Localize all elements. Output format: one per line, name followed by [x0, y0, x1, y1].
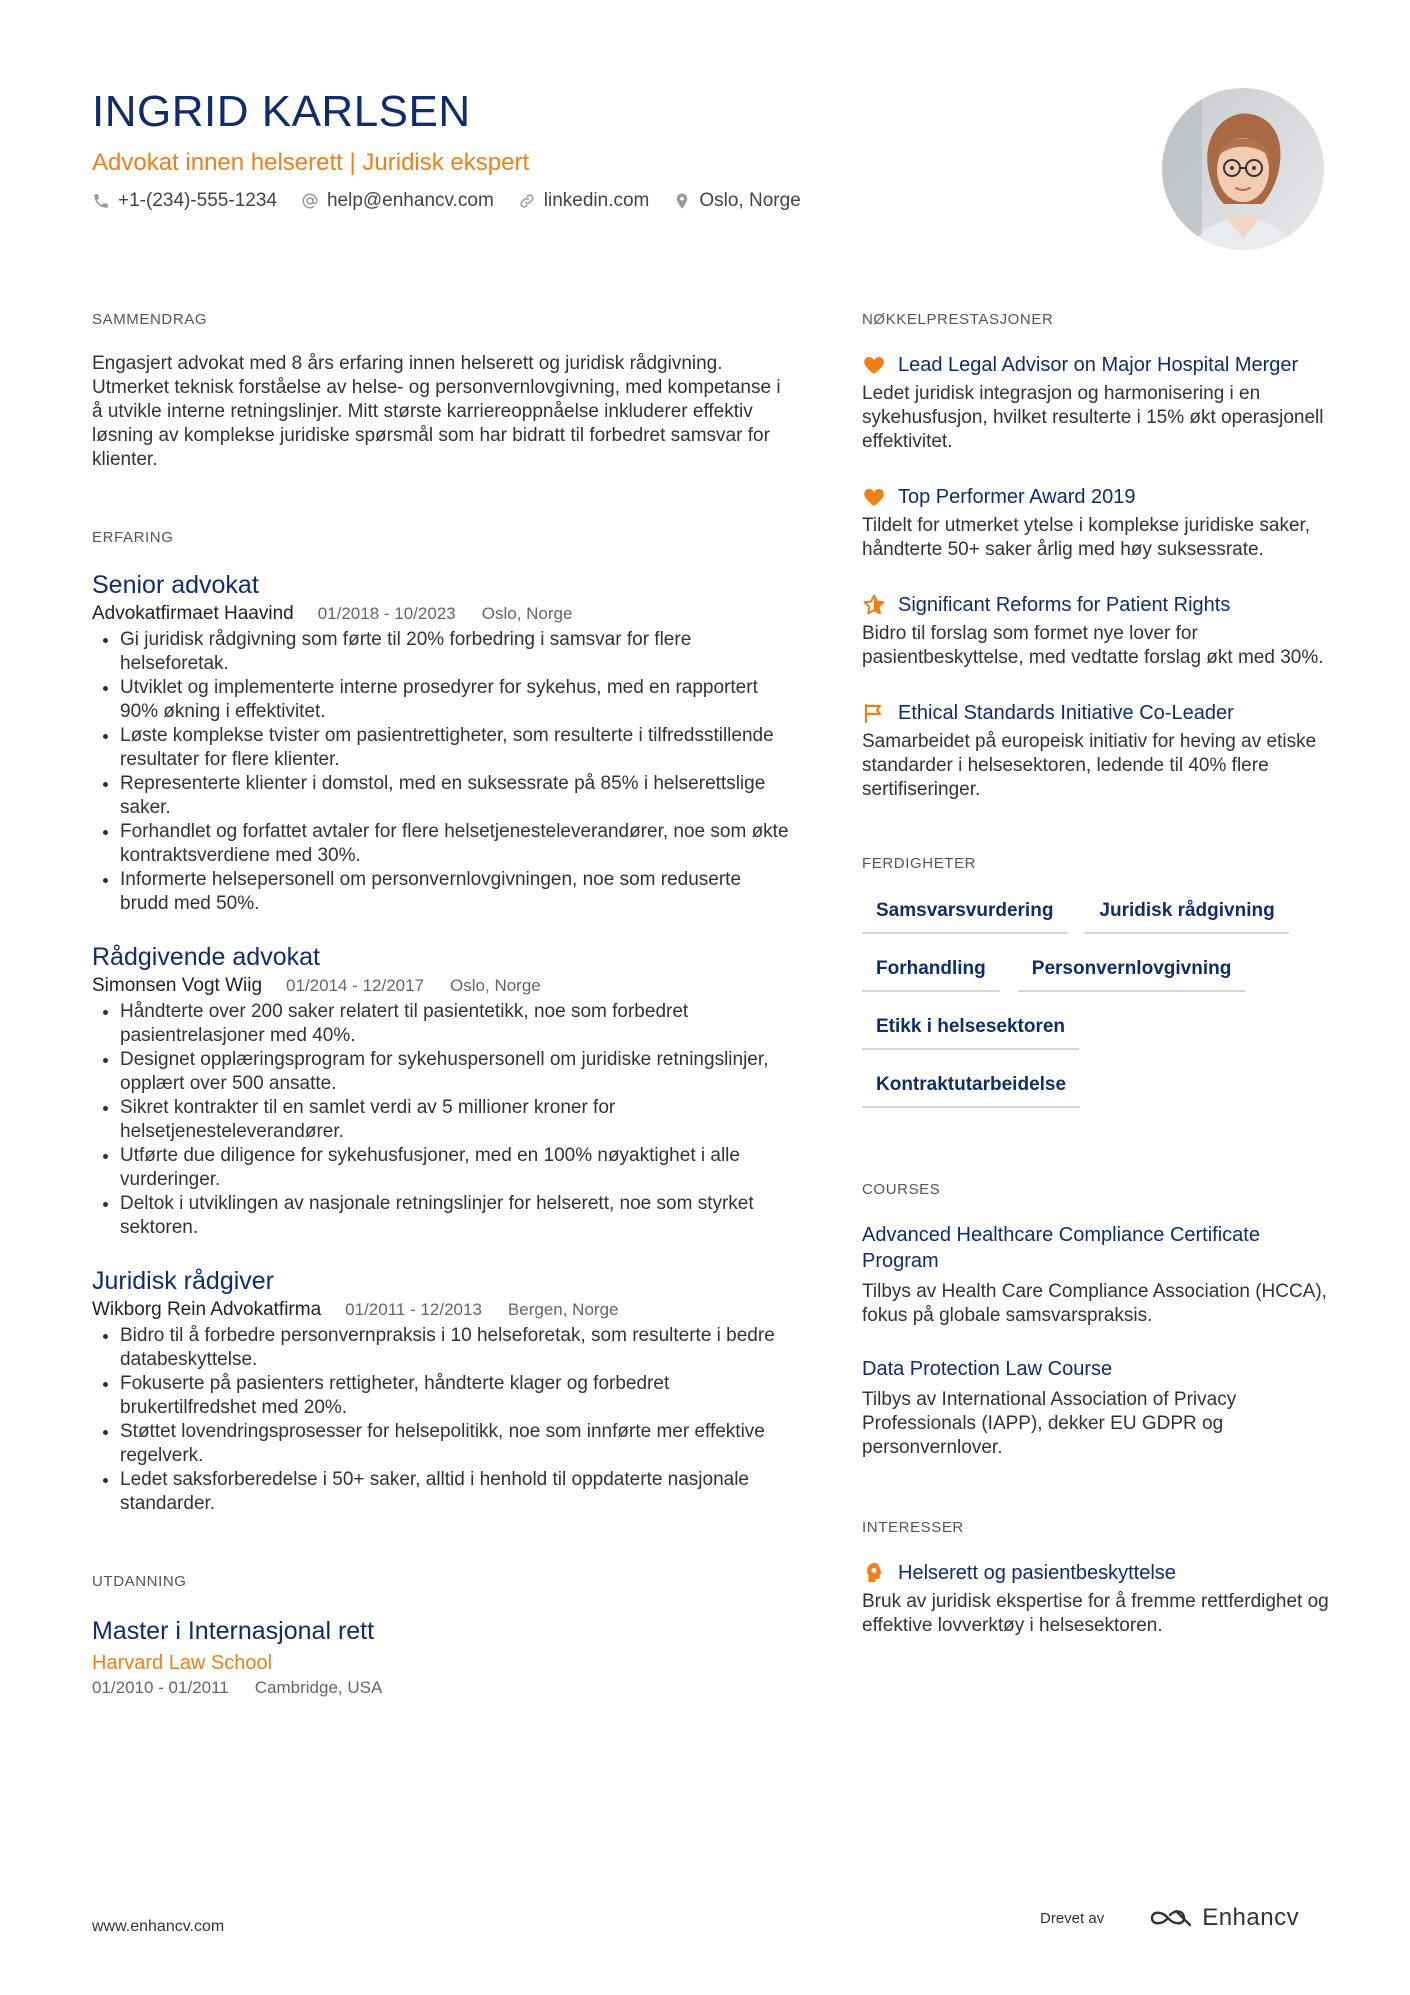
job-entry	[92, 942, 792, 1240]
skill-tag: Kontraktutarbeidelse	[862, 1070, 1080, 1108]
heart-icon	[862, 485, 886, 509]
contact-row	[92, 188, 1142, 214]
job-bullet: • Designet opplæringsprogram for sykehuspersonell om juridiske retningslinjer, opplært over 500 ansatte.	[120, 1048, 792, 1096]
achievement-item	[862, 700, 1332, 802]
edu-meta	[92, 1676, 792, 1700]
skill-tag: Personvernlovgivning	[1018, 954, 1246, 992]
job-bullet: • Utførte due diligence for sykehusfusjoner, med en 100% nøyaktighet i alle vurderinger.	[120, 1144, 792, 1192]
achievement-item	[862, 352, 1332, 454]
job-title: Juridisk rådgiver	[92, 1267, 275, 1295]
achievement-desc: Bidro til forslag som formet nye lover for pasientbeskyttelse, med vedtatte forslag økt med 30%.	[862, 623, 1324, 668]
job-bullet: • Sikret kontrakter til en samlet verdi av 5 millioner kroner for helsetjenesteleverandører.	[120, 1096, 792, 1144]
job-dates: 01/2011 - 12/2013	[345, 1300, 482, 1319]
summary-text: Engasjert advokat med 8 års erfaring innen helserett og juridisk rådgivning. Utmerket teknisk forståelse av helse- og personvernlovgivning, med kompetanse i å utvikle interne retningslinjer. Mitt største karriereoppnåelse inkluderer effektiv løsning av komplekse juridiske spørsmål som har bidratt til forbedret samsvar for klienter.	[92, 353, 781, 470]
achievement-desc: Ledet juridisk integrasjon og harmonisering i en sykehusfusjon, hvilket resulterte i 15% økt operasjonell effektivitet.	[862, 383, 1324, 452]
star-icon	[862, 593, 886, 617]
experience-title: ERFARING	[92, 529, 174, 546]
interests-section	[862, 1518, 1332, 1638]
achievement-item	[862, 484, 1332, 562]
courses-title: COURSES	[862, 1181, 941, 1198]
skills-title: FERDIGHETER	[862, 855, 977, 872]
contact-email[interactable]	[301, 188, 494, 214]
phone-text: +1-(234)-555-1234	[118, 190, 277, 211]
job-company: Advokatfirmaet Haavind	[92, 603, 294, 624]
linkedin-text: linkedin.com	[543, 190, 650, 211]
candidate-subtitle: Advokat innen helserett | Juridisk ekspert	[92, 149, 530, 176]
job-meta	[92, 602, 792, 626]
job-dates: 01/2014 - 12/2017	[286, 976, 425, 995]
skill-tag: Juridisk rådgivning	[1085, 896, 1288, 934]
location-text: Oslo, Norge	[699, 190, 801, 211]
job-bullets	[92, 1324, 792, 1516]
flag-icon	[862, 701, 886, 725]
job-bullet: • Utviklet og implementerte interne prosedyrer for sykehus, med en rapportert 90% økning i effektivitet.	[120, 676, 792, 724]
job-meta	[92, 974, 792, 998]
job-entry	[92, 570, 792, 916]
job-bullet: • Deltok i utviklingen av nasjonale retningslinjer for helserett, noe som styrket sektoren.	[120, 1192, 792, 1240]
brand-name: Enhancv	[1202, 1904, 1300, 1931]
education-section	[92, 1572, 792, 1700]
job-bullets	[92, 628, 792, 916]
achievements-list	[862, 352, 1332, 802]
job-bullet: • Håndterte over 200 saker relatert til pasientetikk, noe som forbedret pasientrelasjoner med 40%.	[120, 1000, 792, 1048]
link-icon	[518, 192, 536, 210]
candidate-name: INGRID KARLSEN	[92, 87, 471, 136]
job-bullet: • Ledet saksforberedelse i 50+ saker, alltid i henhold til oppdaterte nasjonale standarder.	[120, 1468, 792, 1516]
powered-by-text: Drevet av	[1040, 1909, 1105, 1927]
job-entry	[92, 1266, 792, 1516]
achievement-desc: Samarbeidet på europeisk initiativ for heving av etiske standarder i helsesektoren, ledende til 40% flere sertifiseringer.	[862, 731, 1317, 800]
course-desc: Tilbys av Health Care Compliance Association (HCCA), fokus på globale samsvarspraksis.	[862, 1281, 1327, 1326]
achievements-title: NØKKELPRESTASJONER	[862, 311, 1054, 328]
job-bullet: • Løste komplekse tvister om pasientrettigheter, som resulterte i tilfredsstillende resultater for flere klienter.	[120, 724, 792, 772]
skill-tag: Forhandling	[862, 954, 1000, 992]
course-item	[862, 1222, 1332, 1328]
edu-location: Cambridge, USA	[254, 1678, 383, 1697]
summary-section	[92, 310, 792, 472]
job-title: Senior advokat	[92, 571, 259, 599]
at-icon	[301, 192, 319, 210]
skill-tag: Etikk i helsesektoren	[862, 1012, 1079, 1050]
interest-title: Helserett og pasientbeskyttelse	[898, 1562, 1176, 1584]
job-bullet: • Fokuserte på pasienters rettigheter, håndterte klager og forbedret brukertilfredshet med 20%.	[120, 1372, 792, 1420]
achievement-title: Top Performer Award 2019	[898, 486, 1136, 508]
location-pin-icon	[673, 192, 691, 210]
interest-item	[862, 1560, 1332, 1638]
achievement-item	[862, 592, 1332, 670]
courses-section	[862, 1180, 1332, 1460]
achievement-desc: Tildelt for utmerket ytelse i komplekse juridiske saker, håndterte 50+ saker årlig med høy suksessrate.	[862, 515, 1311, 560]
course-title: Advanced Healthcare Compliance Certificate Program	[862, 1224, 1260, 1272]
job-bullet: • Støttet lovendringsprosesser for helsepolitikk, noe som innførte mer effektive regelverk.	[120, 1420, 792, 1468]
heart-icon	[862, 353, 886, 377]
course-desc: Tilbys av International Association of Privacy Professionals (IAPP), dekker EU GDPR og personvernlover.	[862, 1389, 1237, 1458]
phone-icon	[92, 192, 110, 210]
achievement-title: Significant Reforms for Patient Rights	[898, 594, 1231, 616]
job-bullet: • Forhandlet og forfattet avtaler for flere helsetjenesteleverandører, noe som økte kontraktsverdiene med 30%.	[120, 820, 792, 868]
job-bullet: • Bidro til å forbedre personvernpraksis i 10 helseforetak, som resulterte i bedre databeskyttelse.	[120, 1324, 792, 1372]
job-bullet: • Gi juridisk rådgivning som førte til 20% forbedring i samsvar for flere helseforetak.	[120, 628, 792, 676]
summary-title: SAMMENDRAG	[92, 311, 208, 328]
job-company: Simonsen Vogt Wiig	[92, 975, 263, 996]
skills-list	[862, 896, 1332, 1128]
skills-section	[862, 854, 1332, 1128]
course-item	[862, 1356, 1332, 1460]
interest-desc: Bruk av juridisk ekspertise for å fremme rettferdighet og effektive lovverktøy i helsesektoren.	[862, 1591, 1329, 1636]
edu-dates: 01/2010 - 01/2011	[92, 1678, 229, 1697]
contact-phone[interactable]	[92, 188, 277, 214]
job-location: Oslo, Norge	[481, 604, 573, 623]
job-meta	[92, 1298, 792, 1322]
contact-linkedin[interactable]	[518, 188, 650, 214]
job-bullets	[92, 1000, 792, 1240]
head-icon	[862, 1561, 886, 1585]
brand-logo[interactable]	[1148, 1904, 1299, 1932]
edu-school: Harvard Law School	[92, 1652, 273, 1674]
job-location: Bergen, Norge	[507, 1300, 619, 1319]
job-bullet: • Informerte helsepersonell om personvernlovgivningen, noe som reduserte brudd med 50%.	[120, 868, 792, 916]
achievement-title: Ethical Standards Initiative Co-Leader	[898, 702, 1234, 724]
achievements-section	[862, 310, 1332, 802]
job-dates: 01/2018 - 10/2023	[317, 604, 456, 623]
job-company: Wikborg Rein Advokatfirma	[92, 1299, 322, 1320]
achievement-title: Lead Legal Advisor on Major Hospital Merger	[898, 354, 1299, 376]
profile-photo	[1162, 88, 1324, 250]
job-location: Oslo, Norge	[450, 976, 541, 995]
left-column	[92, 310, 792, 1700]
footer-website[interactable]: www.enhancv.com	[92, 1918, 225, 1935]
resume-header	[92, 86, 1142, 214]
education-title: UTDANNING	[92, 1573, 187, 1590]
enhancv-logo-icon	[1148, 1905, 1194, 1931]
job-bullet: • Representerte klienter i domstol, med en suksessrate på 85% i helserettslige saker.	[120, 772, 792, 820]
right-column	[862, 310, 1332, 1638]
course-title: Data Protection Law Course	[862, 1358, 1113, 1380]
footer-branding	[1040, 1904, 1299, 1932]
interests-title: INTERESSER	[862, 1519, 964, 1536]
edu-degree: Master i Internasjonal rett	[92, 1617, 375, 1645]
job-title: Rådgivende advokat	[92, 943, 320, 971]
contact-location	[673, 188, 800, 214]
experience-section	[92, 528, 792, 1516]
email-text: help@enhancv.com	[326, 190, 494, 211]
skill-tag: Samsvarsvurdering	[862, 896, 1067, 934]
